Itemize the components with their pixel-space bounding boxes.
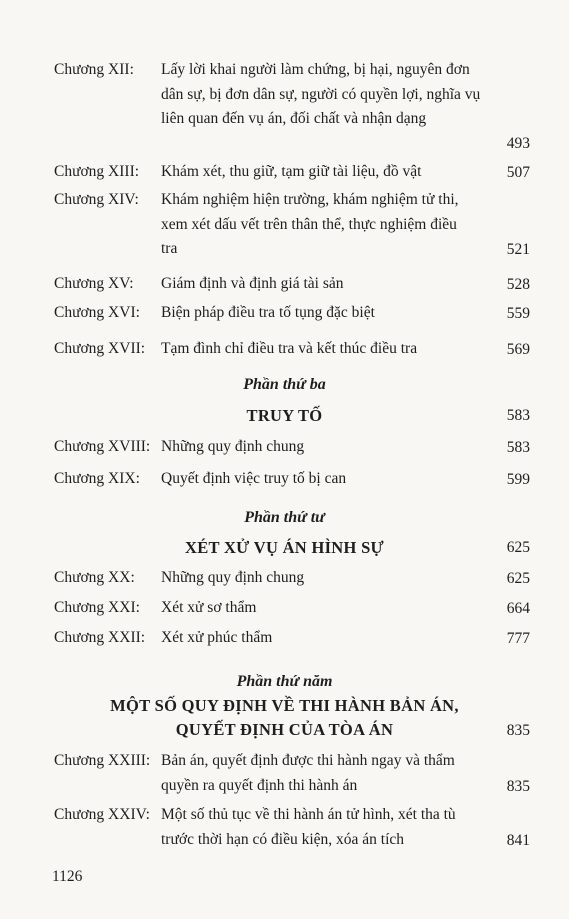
chapter-title: Giám định và định giá tài sản xyxy=(161,275,344,292)
part-page-number: 583 xyxy=(506,407,530,424)
chapter-label: Chương XII: xyxy=(54,61,134,78)
chapter-label: Chương XX: xyxy=(54,569,135,586)
chapter-title: Những quy định chung xyxy=(161,569,305,586)
chapter-label: Chương XXI: xyxy=(54,599,140,616)
chapter-label: Chương XXIV: xyxy=(54,806,150,823)
page-number: 599 xyxy=(506,470,530,488)
page-number: 507 xyxy=(506,163,530,181)
chapter-title: Xét xử sơ thẩm xyxy=(161,599,257,616)
toc-entry xyxy=(54,566,530,591)
chapter-label: Chương XVI: xyxy=(54,304,140,321)
toc-entry xyxy=(54,337,530,362)
part-page-number: 625 xyxy=(506,539,530,556)
chapter-title: Khám nghiệm hiện trường, khám nghiệm tử thi, xem xét dấu vết trên thân thể, thực nghiệm điều tra xyxy=(161,191,459,257)
toc-entry xyxy=(54,160,530,185)
page-number: 664 xyxy=(506,599,530,617)
part-label: Phần thứ năm xyxy=(236,673,333,690)
toc-entry xyxy=(54,749,530,799)
part-label: Phần thứ ba xyxy=(243,376,326,393)
chapter-title: Lấy lời khai người làm chứng, bị hại, nguyên đơn dân sự, bị đơn dân sự, người có quyền lợi, nghĩa vụ liên quan đến vụ án, đối chất và nhận dạng xyxy=(161,61,481,127)
page-number: 559 xyxy=(506,304,530,322)
chapter-title: Xét xử phúc thẩm xyxy=(161,629,273,646)
toc-entry xyxy=(54,58,530,156)
chapter-title: Khám xét, thu giữ, tạm giữ tài liệu, đồ vật xyxy=(161,163,422,180)
chapter-label: Chương XVIII: xyxy=(54,438,151,455)
part-title-line: MỘT SỐ QUY ĐỊNH VỀ THI HÀNH BẢN ÁN, xyxy=(110,696,459,715)
chapter-title: Tạm đình chỉ điều tra và kết thúc điều tra xyxy=(161,340,418,357)
chapter-title: Một số thủ tục về thi hành án tử hình, xét tha tù trước thời hạn có điều kiện, xóa án tích xyxy=(161,806,456,848)
chapter-title: Biện pháp điều tra tố tụng đặc biệt xyxy=(161,304,375,321)
toc-entry xyxy=(54,467,530,492)
part-title-line: QUYẾT ĐỊNH CỦA TÒA ÁN xyxy=(175,720,394,739)
part-title: XÉT XỬ VỤ ÁN HÌNH SỰ xyxy=(185,538,384,557)
chapter-title: Bản án, quyết định được thi hành ngay và thẩm quyền ra quyết định thi hành án xyxy=(161,752,455,794)
page-number: 777 xyxy=(506,629,530,647)
toc-entry xyxy=(54,435,530,460)
page-number: 528 xyxy=(506,275,530,293)
chapter-label: Chương XV: xyxy=(54,275,134,292)
chapter-label: Chương XXII: xyxy=(54,629,146,646)
toc-entry xyxy=(54,272,530,297)
toc-entry xyxy=(54,301,530,326)
toc-entry xyxy=(54,188,530,262)
page-number: 841 xyxy=(506,831,530,849)
part-label: Phần thứ tư xyxy=(244,509,325,526)
page-number: 569 xyxy=(506,340,530,358)
toc-entry xyxy=(54,803,530,853)
page-number: 835 xyxy=(506,777,530,795)
page-number: 493 xyxy=(506,134,530,152)
chapter-label: Chương XIII: xyxy=(54,163,140,180)
part-title: TRUY TỐ xyxy=(246,406,323,425)
toc-entry xyxy=(54,626,530,651)
part-page-number: 835 xyxy=(506,722,530,739)
page-number: 625 xyxy=(506,569,530,587)
part-title xyxy=(0,694,569,742)
page-number: 583 xyxy=(506,438,530,456)
chapter-title: Quyết định việc truy tố bị can xyxy=(161,470,347,487)
chapter-label: Chương XIX: xyxy=(54,470,140,487)
chapter-label: Chương XVII: xyxy=(54,340,146,357)
chapter-label: Chương XXIII: xyxy=(54,752,151,769)
page-number: 521 xyxy=(506,240,530,258)
folio-page-number: 1126 xyxy=(52,868,83,885)
chapter-title: Những quy định chung xyxy=(161,438,305,455)
chapter-label: Chương XIV: xyxy=(54,191,139,208)
toc-entry xyxy=(54,596,530,621)
